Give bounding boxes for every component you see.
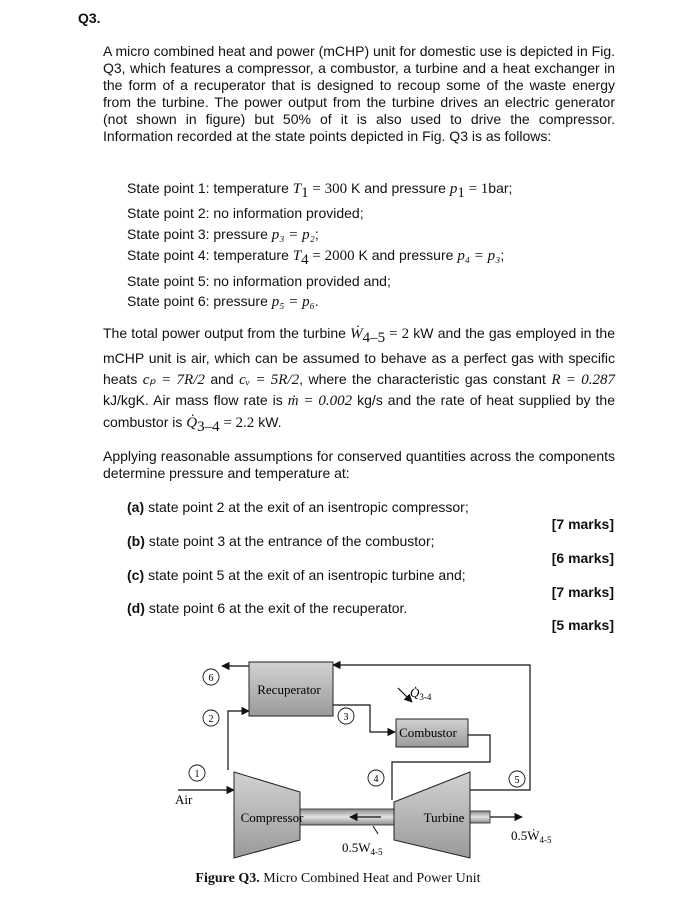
state-point-6: State point 6: pressure p₅ = p₆. [127,293,319,311]
compressor-label: Compressor [240,810,304,825]
state-4-number: 4 [373,774,379,785]
part-c-marks: [7 marks] [551,584,614,600]
figure-caption: Figure Q3. Micro Combined Heat and Power Unit [195,871,481,886]
question-number: Q3. [78,10,101,26]
state-3-number: 3 [343,712,349,723]
part-a: (a) state point 2 at the exit of an isentropic compressor; [127,499,469,515]
task-paragraph: Applying reasonable assumptions for conserved quantities across the components determine pressure and temperature at: [103,448,615,481]
recuperator-label: Recuperator [257,682,321,697]
compressor-work-label: $0.5W_{4-5}$ [342,840,383,857]
state-5-number: 5 [514,775,520,786]
state-point-4: State point 4: temperature $T_4 = 2000$ K and pressure p₄ = p₃; [127,247,505,269]
mchp-diagram [0,650,676,870]
state-6-number: 6 [208,673,214,684]
part-b: (b) state point 3 at the entrance of the combustor; [127,533,435,549]
state-point-2: State point 2: no information provided; [127,205,364,222]
state-2-line [228,711,249,770]
shaft-extension [470,811,490,823]
air-label: Air [175,792,193,807]
work-leader-line [373,826,378,834]
state-1-number: 1 [194,769,200,780]
part-d-marks: [5 marks] [551,617,614,633]
power-output-label: 0.5Ẇ$_{4-5}$ [511,828,552,845]
turbine-label: Turbine [423,810,465,825]
piping-lines [178,665,530,800]
part-c: (c) state point 5 at the exit of an isentropic turbine and; [127,567,466,583]
given-data-paragraph: The total power output from the turbine Ẇ$_{4-5}$ = 2 kW and the gas employed in the mCHP unit is air, which can be assumed to behave as a perfect gas with specific heats cₚ = 7R/2 and cᵥ = 5R/2, where the characteristic gas constant R = 0.287 kJ/kgK. Air mass flow rate is ṁ = 0.002 kg/s and the rate of heat supplied by the combustor is $Q̇_{3-4} = 2.2$ kW. [103,325,615,435]
part-d: (d) state point 6 at the exit of the recuperator. [127,600,408,616]
state-point-5: State point 5: no information provided and; [127,272,391,289]
combustor-label: Combustor [399,725,457,740]
intro-paragraph: A micro combined heat and power (mCHP) unit for domestic use is depicted in Fig. Q3, which features a compressor, a combustor, a turbine and a heat exchanger in the form of a recuperator that is designed to recoup some of the waste energy from the turbine. The power output from the turbine drives an electric generator (not shown in figure) but 50% of it is also used to drive the compressor. Information recorded at the state points depicted in Fig. Q3 is as follows: [103,43,616,144]
state-point-3: State point 3: pressure p₃ = p₂; [127,225,319,243]
part-b-marks: [6 marks] [551,550,614,566]
heat-input-label: $Q̇_{3-4}$ [410,685,432,702]
part-a-marks: [7 marks] [551,516,614,532]
state-points-list [127,178,512,313]
state-2-number: 2 [208,714,214,725]
state-point-1: State point 1: temperature $T_1 = 300$ K and pressure $p_1 = 1bar$; [127,180,513,201]
